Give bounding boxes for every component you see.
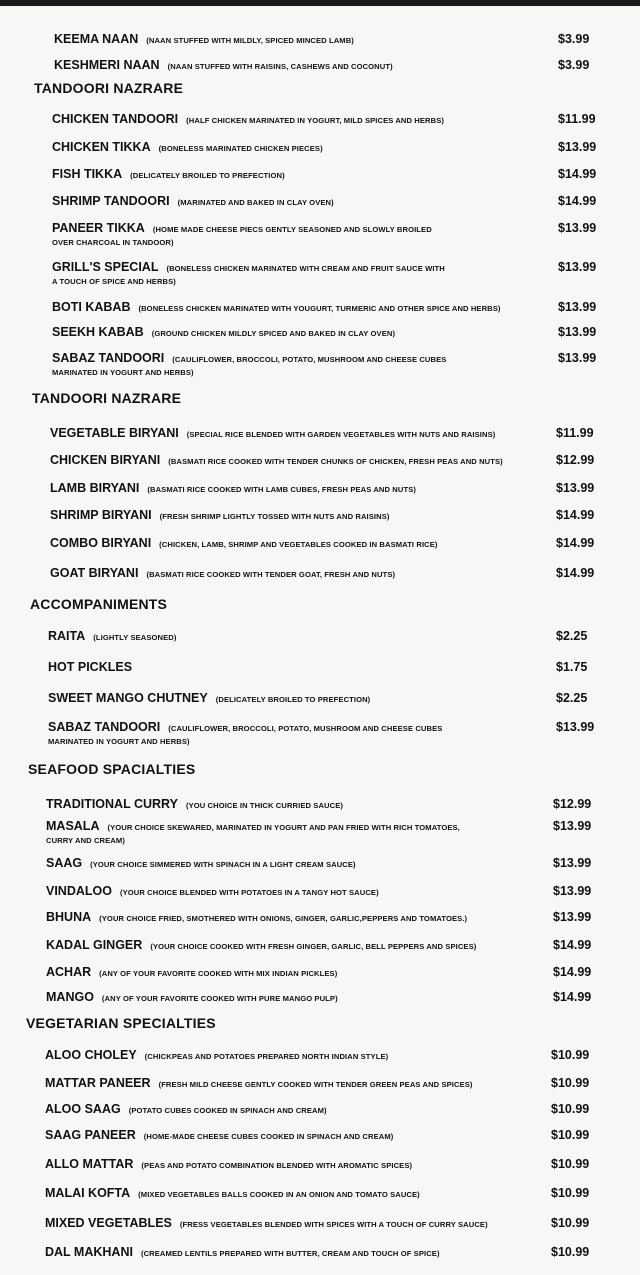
menu-item-price: $12.99 [556,453,595,467]
menu-item-name: RAITA [48,629,86,643]
menu-item-description: (ANY OF YOUR FAVORITE COOKED WITH PURE MANGO PULP) [101,994,338,1003]
menu-item [50,534,640,552]
menu-item [52,219,640,247]
menu-item-price: $1.75 [556,660,588,674]
menu-item-description: (NAAN STUFFED WITH RAISINS, CASHEWS AND COCONUT) [167,62,393,71]
menu-item-name: SAAG [46,856,83,870]
menu-item [52,323,640,341]
menu-item-price: $13.99 [558,351,597,365]
menu-item [54,56,640,74]
menu-item-description: (CREAMED LENTILS PREPARED WITH BUTTER, CREAM AND TOUCH OF SPICE) [140,1249,440,1258]
menu-item-description: (BONELESS MARINATED CHICKEN PIECES) [158,144,323,153]
menu-item-name: TRADITIONAL CURRY [46,797,178,811]
menu-item-name: SWEET MANGO CHUTNEY [48,691,208,705]
menu-item-description: (BASMATI RICE COOKED WITH TENDER CHUNKS OF CHICKEN, FRESH PEAS AND NUTS) [168,457,503,466]
menu-item-price: $13.99 [558,221,597,235]
menu-item-name: MATTAR PANEER [45,1076,151,1090]
menu-item [50,506,640,524]
menu-item-name: PANEER TIKKA [52,221,145,235]
menu-item [46,908,640,926]
menu-item-price: $10.99 [551,1102,590,1116]
menu-item-name: CHICKEN TIKKA [52,140,151,154]
menu-item [48,627,640,645]
section-title: TANDOORI NAZRARE [32,390,182,406]
menu-item-name: MALAI KOFTA [45,1186,131,1200]
menu-item-price: $10.99 [551,1076,590,1090]
menu-item-description-continued: OVER CHARCOAL IN TANDOOR) [52,238,174,247]
menu-item-description: (YOUR CHOICE COOKED WITH FRESH GINGER, GARLIC, BELL PEPPERS AND SPICES) [150,942,477,951]
menu-item-price: $13.99 [558,260,597,274]
menu-item-price: $2.25 [556,691,588,705]
menu-item-price: $11.99 [556,426,594,440]
menu-item-description-continued: CURRY AND CREAM) [46,836,125,845]
menu-item-name: LAMB BIRYANI [50,481,140,495]
section-title: TANDOORI NAZRARE [34,80,184,96]
menu-item-name: SAAG PANEER [45,1128,136,1142]
menu-item-description: (GROUND CHICKEN MILDLY SPICED AND BAKED IN CLAY OVEN) [151,329,396,338]
menu-item-price: $14.99 [553,938,592,952]
menu-item-description: (FRESH SHRIMP LIGHTLY TOSSED WITH NUTS AND RAISINS) [159,512,390,521]
menu-item-description: (ANY OF YOUR FAVORITE COOKED WITH MIX INDIAN PICKLES) [99,969,338,978]
menu-item-price: $3.99 [558,58,590,72]
menu-item [50,424,640,442]
menu-item-description: (BASMATI RICE COOKED WITH LAMB CUBES, FRESH PEAS AND NUTS) [147,485,416,494]
menu-item [52,110,640,128]
menu-item-price: $14.99 [556,536,595,550]
menu-item-name: KESHMERI NAAN [54,58,160,72]
section-title: SEAFOOD SPACIALTIES [28,761,196,777]
menu-item-price: $12.99 [553,797,592,811]
menu-item-description: (NAAN STUFFED WITH MILDLY, SPICED MINCED LAMB) [146,36,354,45]
menu-item-description-continued: MARINATED IN YOGURT AND HERBS) [52,368,194,377]
menu-item [46,795,640,813]
section-title: ACCOMPANIMENTS [30,596,168,612]
menu-item-name: CHICKEN TANDOORI [52,112,179,126]
menu-item [52,165,640,183]
menu-item-price: $13.99 [553,856,592,870]
menu-item-description: (CHICKEN, LAMB, SHRIMP AND VEGETABLES COOKED IN BASMATI RICE) [159,540,438,549]
menu-item [46,963,640,981]
menu-item-price: $13.99 [556,481,595,495]
menu-item-name: MIXED VEGETABLES [45,1216,172,1230]
menu-item-description: (YOU CHOICE IN THICK CURRIED SAUCE) [185,801,344,810]
menu-item-price: $13.99 [553,884,592,898]
menu-item-price: $14.99 [553,990,592,1004]
menu-item-name: MASALA [46,819,100,833]
menu-item-price: $11.99 [558,112,596,126]
menu-item [52,138,640,156]
menu-item-price: $10.99 [551,1245,590,1259]
menu-item [46,936,640,954]
menu-item-name: CHICKEN BIRYANI [50,453,161,467]
menu-item-name: MANGO [46,990,94,1004]
menu-item-price: $13.99 [558,325,597,339]
menu-item-description: (BONELESS CHICKEN MARINATED WITH YOUGURT, TURMERIC AND OTHER SPICE AND HERBS) [138,304,501,313]
menu-item-price: $10.99 [551,1128,590,1142]
menu-item-price: $14.99 [558,167,597,181]
menu-item-description: (DELICATELY BROILED TO PREFECTION) [215,695,371,704]
menu-item-description: (CHICKPEAS AND POTATOES PREPARED NORTH INDIAN STYLE) [144,1052,389,1061]
menu-item [46,988,640,1006]
menu-item-description: (POTATO CUBES COOKED IN SPINACH AND CREAM) [128,1106,327,1115]
menu-item-price: $13.99 [553,910,592,924]
menu-item-name: BHUNA [46,910,92,924]
menu-item-price: $13.99 [558,140,597,154]
menu-item-price: $14.99 [558,194,597,208]
menu-item-price: $10.99 [551,1216,590,1230]
menu-item-name: ALOO SAAG [45,1102,121,1116]
menu-item-name: ALOO CHOLEY [45,1048,137,1062]
menu-item-description: (HALF CHICKEN MARINATED IN YOGURT, MILD SPICES AND HERBS) [186,116,444,125]
menu-item-price: $2.25 [556,629,588,643]
menu-item [52,192,640,210]
menu-item-name: KADAL GINGER [46,938,143,952]
menu-item-description: (MIXED VEGETABLES BALLS COOKED IN AN ONION AND TOMATO SAUCE) [138,1190,420,1199]
menu-item-description: (BASMATI RICE COOKED WITH TENDER GOAT, FRESH AND NUTS) [146,570,396,579]
menu-item-name: FISH TIKKA [52,167,123,181]
menu-item-description: (LIGHTLY SEASONED) [93,633,177,642]
menu-item-name: HOT PICKLES [48,660,133,674]
menu-item [52,349,640,377]
menu-item-description-continued: A TOUCH OF SPICE AND HERBS) [52,277,176,286]
menu-item-price: $14.99 [556,566,595,580]
menu-item-name: BOTI KABAB [52,300,131,314]
menu-item-price: $10.99 [551,1157,590,1171]
menu-item-description: (YOUR CHOICE SKEWARED, MARINATED IN YOGURT AND PAN FRIED WITH RICH TOMATOES, [107,823,460,832]
menu-item-description: (YOUR CHOICE SIMMERED WITH SPINACH IN A LIGHT CREAM SAUCE) [90,860,356,869]
menu-item-name: DAL MAKHANI [45,1245,133,1259]
menu-item-description: (DELICATELY BROILED TO PREFECTION) [130,171,285,180]
menu-item-name: VINDALOO [46,884,112,898]
menu-item-price: $13.99 [553,819,592,833]
menu-item-name: SABAZ TANDOORI [52,351,165,365]
menu-item-description: (PEAS AND POTATO COMBINATION BLENDED WITH AROMATIC SPICES) [141,1161,413,1170]
menu-item-description: (MARINATED AND BAKED IN CLAY OVEN) [177,198,334,207]
menu-item-price: $10.99 [551,1048,590,1062]
menu-item [52,298,640,316]
menu-item [46,854,640,872]
menu-item [50,451,640,469]
menu-item-name: SABAZ TANDOORI [48,720,161,734]
menu-item-name: GRILL'S SPECIAL [52,260,159,274]
menu-item [50,479,640,497]
menu-item [48,658,640,676]
menu-item-description: (SPECIAL RICE BLENDED WITH GARDEN VEGETABLES WITH NUTS AND RAISINS) [186,430,496,439]
menu-item-name: SEEKH KABAB [52,325,144,339]
menu-item-name: ACHAR [46,965,92,979]
menu-item-price: $10.99 [551,1186,590,1200]
menu-item-price: $14.99 [556,508,595,522]
menu-item [48,718,640,746]
menu-item-description-continued: MARINATED IN YOGURT AND HERBS) [48,737,190,746]
menu-item-description: (CAULIFLOWER, BROCCOLI, POTATO, MUSHROOM AND CHEESE CUBES [172,355,447,364]
menu-item-description: (YOUR CHOICE FRIED, SMOTHERED WITH ONIONS, GINGER, GARLIC,PEPPERS AND TOMATOES.) [99,914,468,923]
menu-item [48,689,640,707]
menu-item-price: $14.99 [553,965,592,979]
menu-item-price: $13.99 [558,300,597,314]
menu-item-name: SHRIMP BIRYANI [50,508,152,522]
menu-item-name: COMBO BIRYANI [50,536,152,550]
menu-item-description: (CAULIFLOWER, BROCCOLI, POTATO, MUSHROOM AND CHEESE CUBES [168,724,443,733]
menu-item-price: $3.99 [558,32,590,46]
menu-item-description: (HOME MADE CHEESE PIECS GENTLY SEASONED AND SLOWLY BROILED [152,225,432,234]
section-title: VEGETARIAN SPECIALTIES [26,1015,216,1031]
menu-item-name: KEEMA NAAN [54,32,139,46]
menu-item-name: VEGETABLE BIRYANI [50,426,179,440]
menu-item [52,258,640,286]
menu-item [50,564,640,582]
menu-item-name: GOAT BIRYANI [50,566,139,580]
menu-item [46,817,640,845]
menu-item-description: (HOME-MADE CHEESE CUBES COOKED IN SPINACH AND CREAM) [143,1132,394,1141]
menu-item-description: (FRESS VEGETABLES BLENDED WITH SPICES WITH A TOUCH OF CURRY SAUCE) [179,1220,488,1229]
menu-item-description: (BONELESS CHICKEN MARINATED WITH CREAM AND FRUIT SAUCE WITH [166,264,445,273]
menu-item-name: ALLO MATTAR [45,1157,134,1171]
menu-item-price: $13.99 [556,720,595,734]
menu-item-description: (YOUR CHOICE BLENDED WITH POTATOES IN A TANGY HOT SAUCE) [119,888,379,897]
menu-item-name: SHRIMP TANDOORI [52,194,170,208]
menu-item [54,30,640,48]
menu-item-description: (FRESH MILD CHEESE GENTLY COOKED WITH TENDER GREEN PEAS AND SPICES) [158,1080,473,1089]
menu-item [46,882,640,900]
